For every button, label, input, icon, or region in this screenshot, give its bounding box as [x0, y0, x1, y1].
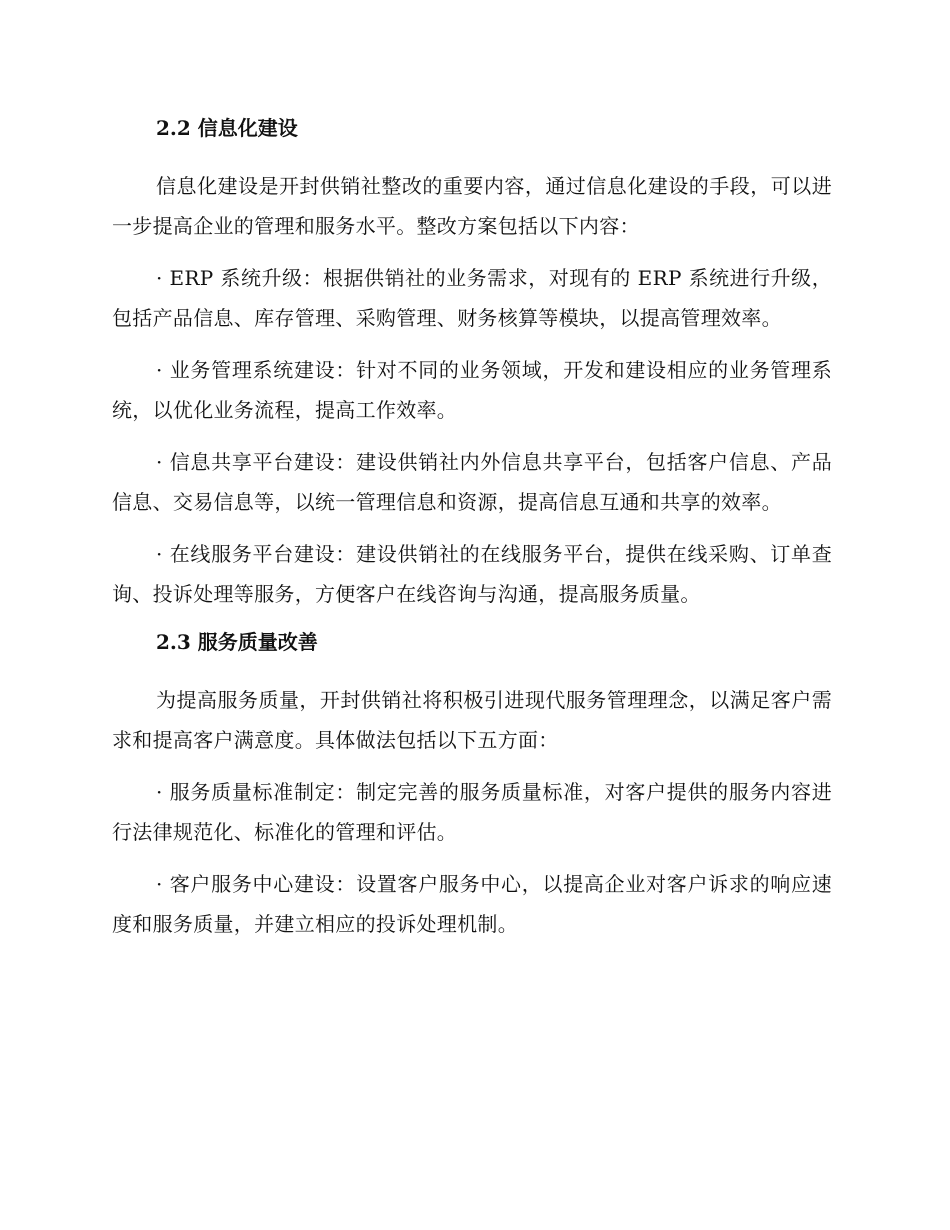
- section-heading-2-3: 2.3 服务质量改善: [156, 630, 318, 654]
- section-heading-2-2: 2.2 信息化建设: [156, 116, 298, 140]
- list-item-online-service: · 在线服务平台建设：建设供销社的在线服务平台，提供在线采购、订单查询、投诉处理等服务，方便客户在线咨询与沟通，提高服务质量。: [112, 542, 832, 606]
- list-item-erp-upgrade: · ERP 系统升级：根据供销社的业务需求，对现有的 ERP 系统进行升级，包括产品信息、库存管理、采购管理、财务核算等模块，以提高管理效率。: [112, 266, 832, 330]
- document-body: [112, 108, 832, 952]
- section-2-3-intro: 为提高服务质量，开封供销社将积极引进现代服务管理理念，以满足客户需求和提高客户满意度。具体做法包括以下五方面：: [112, 688, 832, 752]
- section-2-2-intro: 信息化建设是开封供销社整改的重要内容，通过信息化建设的手段，可以进一步提高企业的管理和服务水平。整改方案包括以下内容：: [112, 174, 832, 238]
- list-item-business-system: · 业务管理系统建设：针对不同的业务领域，开发和建设相应的业务管理系统，以优化业务流程，提高工作效率。: [112, 358, 832, 422]
- list-item-quality-standard: · 服务质量标准制定：制定完善的服务质量标准，对客户提供的服务内容进行法律规范化、标准化的管理和评估。: [112, 780, 832, 844]
- list-item-info-sharing: · 信息共享平台建设：建设供销社内外信息共享平台，包括客户信息、产品信息、交易信息等，以统一管理信息和资源，提高信息互通和共享的效率。: [112, 450, 832, 514]
- list-item-service-center: · 客户服务中心建设：设置客户服务中心，以提高企业对客户诉求的响应速度和服务质量，并建立相应的投诉处理机制。: [112, 872, 832, 936]
